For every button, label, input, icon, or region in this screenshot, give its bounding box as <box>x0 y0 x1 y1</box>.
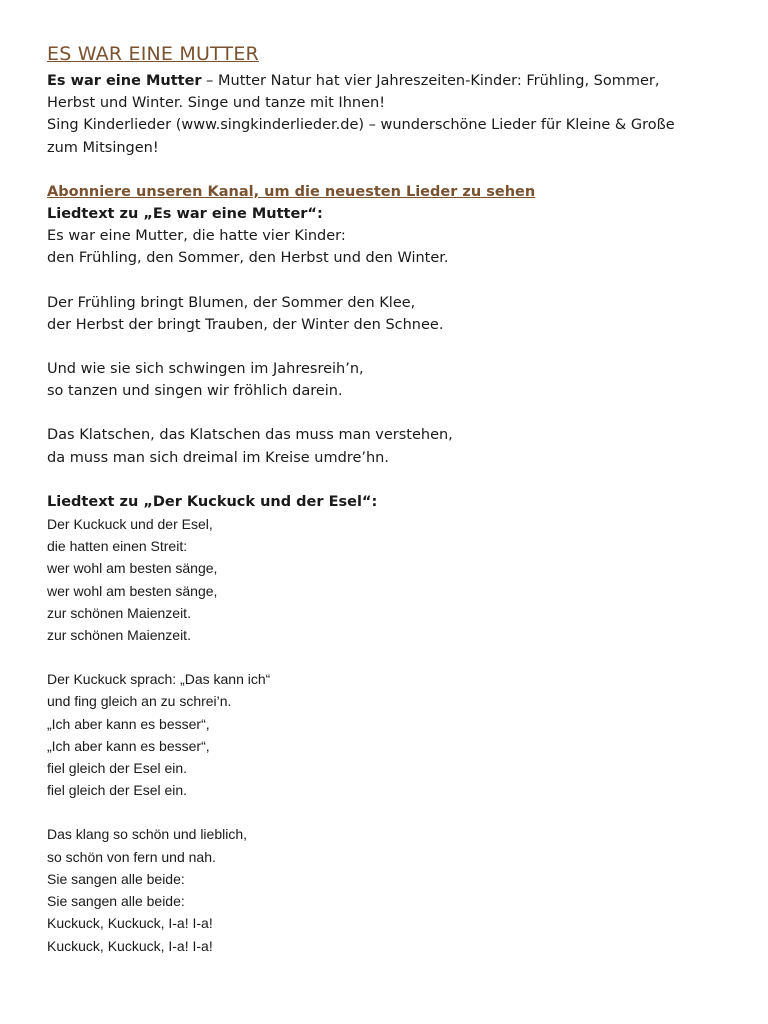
lyric-line: wer wohl am besten sänge, <box>47 560 218 577</box>
song1-heading: Liedtext zu „Es war eine Mutter“: <box>47 206 323 223</box>
intro-line-1-rest: – Mutter Natur hat vier Jahreszeiten-Kinder: Frühling, Sommer, <box>201 73 660 89</box>
lyric-line: Das klang so schön und lieblich, <box>47 826 248 843</box>
lyric-line: Sie sangen alle beide: <box>47 870 185 887</box>
lyric-line: so tanzen und singen wir fröhlich darein. <box>47 383 343 400</box>
lyric-line: Es war eine Mutter, die hatte vier Kinder: <box>47 228 346 245</box>
lyric-line: Der Frühling bringt Blumen, der Sommer den Klee, <box>47 294 416 311</box>
lyric-line: Sie sangen alle beide: <box>47 893 185 910</box>
lyric-line: fiel gleich der Esel ein. <box>47 782 188 799</box>
lyric-line: Der Kuckuck sprach: „Das kann ich“ <box>47 671 271 688</box>
lyric-line: so schön von fern und nah. <box>47 848 216 865</box>
lyric-line: zur schönen Maienzeit. <box>47 604 191 621</box>
intro-line-2: Herbst und Winter. Singe und tanze mit Ihnen! <box>47 95 386 112</box>
lyric-line: fiel gleich der Esel ein. <box>47 760 188 777</box>
subscribe-link[interactable]: Abonniere unseren Kanal, um die neuesten Lieder zu sehen <box>47 183 536 200</box>
lyric-line: „Ich aber kann es besser“, <box>47 737 210 754</box>
lyric-line: die hatten einen Streit: <box>47 538 188 555</box>
page-title: ES WAR EINE MUTTER <box>47 43 259 65</box>
lyric-line: der Herbst der bringt Trauben, der Winter den Schnee. <box>47 316 444 333</box>
document-page <box>47 42 737 957</box>
lyric-line: Kuckuck, Kuckuck, I-a! I-a! <box>47 937 213 954</box>
lyric-line: und fing gleich an zu schrei’n. <box>47 693 232 710</box>
lyric-line: Der Kuckuck und der Esel, <box>47 516 213 533</box>
lyric-line: Und wie sie sich schwingen im Jahresreih’n, <box>47 361 364 378</box>
intro-line-3: Sing Kinderlieder (www.singkinderlieder.de) – wunderschöne Lieder für Kleine & Große <box>47 117 675 134</box>
intro-bold-lead: Es war eine Mutter <box>47 73 202 89</box>
lyric-line: „Ich aber kann es besser“, <box>47 715 210 732</box>
intro-line-4: zum Mitsingen! <box>47 139 159 156</box>
lyric-line: Kuckuck, Kuckuck, I-a! I-a! <box>47 915 213 932</box>
lyric-line: da muss man sich dreimal im Kreise umdre’hn. <box>47 449 389 466</box>
song1-lyrics <box>47 225 737 469</box>
intro-line-1 <box>47 70 737 92</box>
lyric-line: den Frühling, den Sommer, den Herbst und den Winter. <box>47 250 449 267</box>
lyric-line: zur schönen Maienzeit. <box>47 627 191 644</box>
song2-heading: Liedtext zu „Der Kuckuck und der Esel“: <box>47 493 378 510</box>
lyric-line: Das Klatschen, das Klatschen das muss man verstehen, <box>47 427 453 444</box>
lyric-line: wer wohl am besten sänge, <box>47 582 218 599</box>
song2-lyrics <box>47 513 737 957</box>
